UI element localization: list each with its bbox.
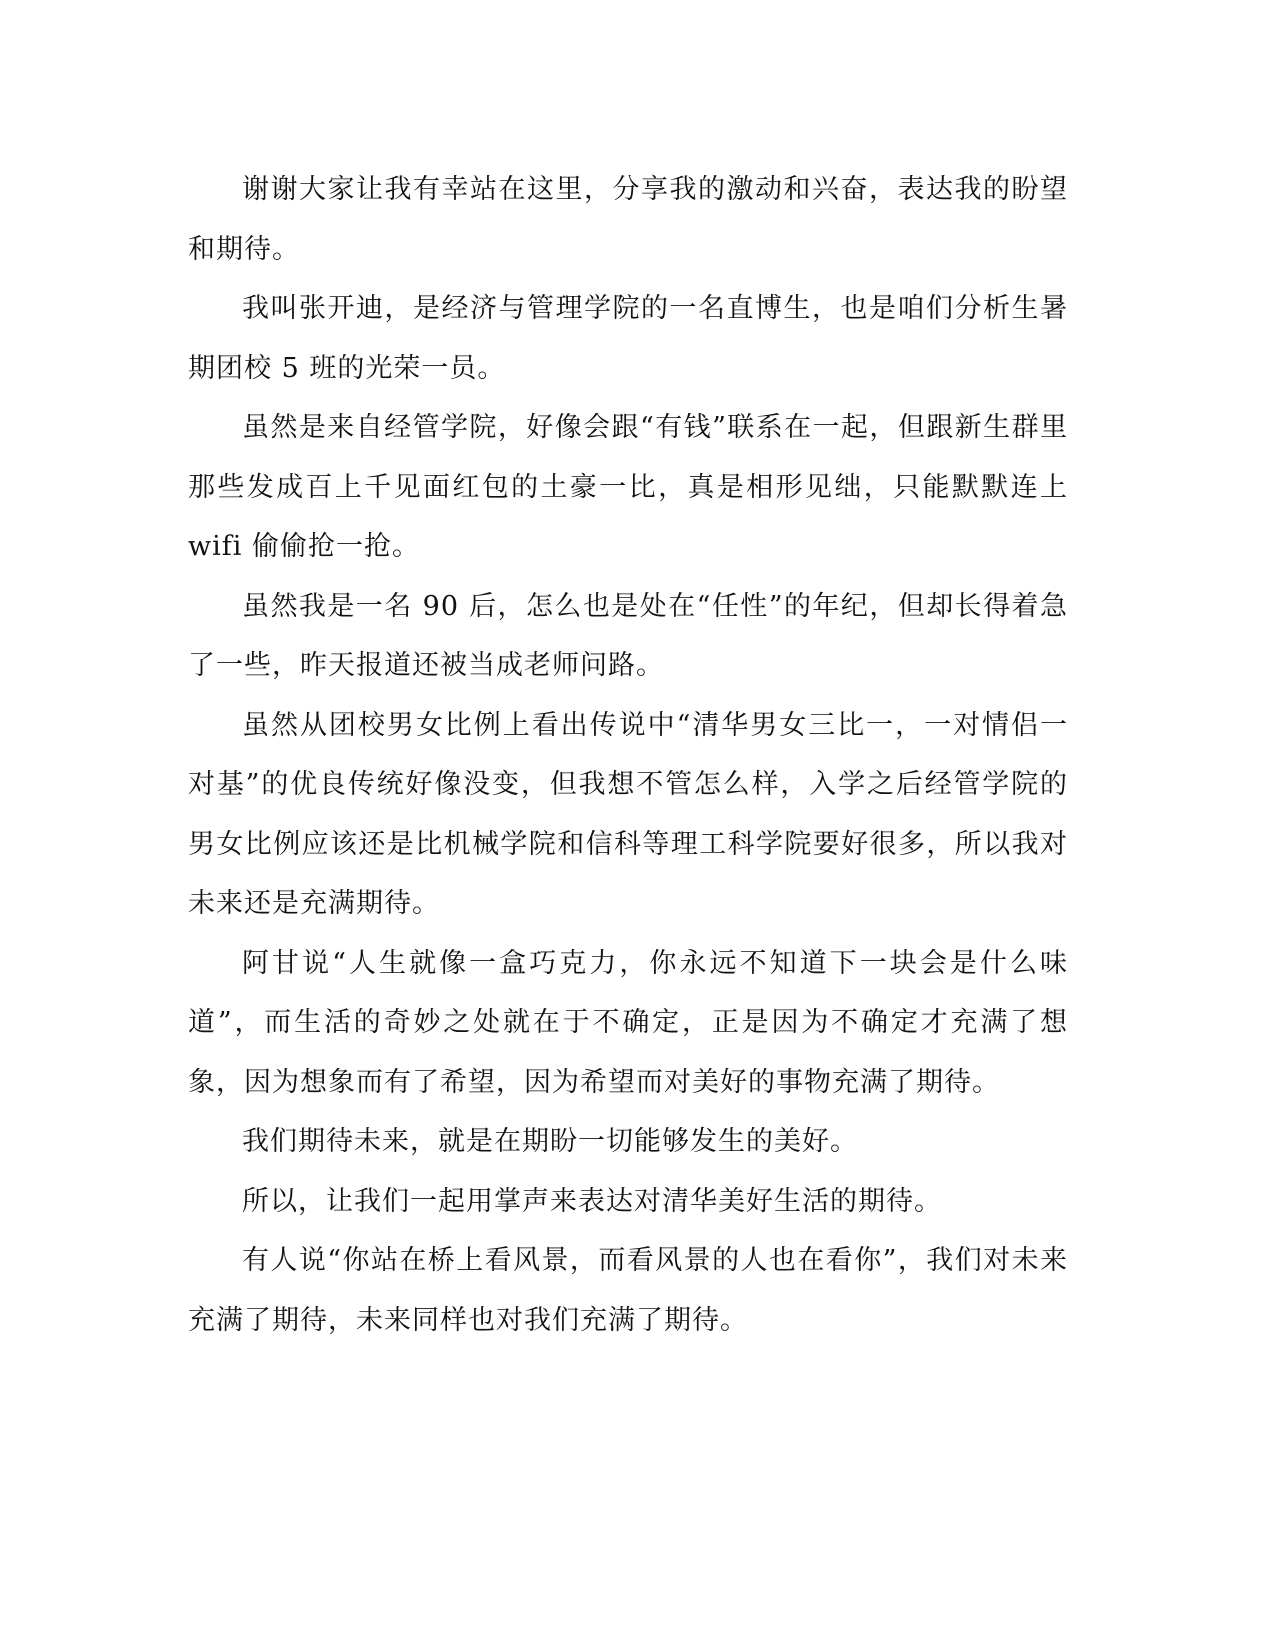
paragraph: 我叫张开迪，是经济与管理学院的一名直博生，也是咱们分析生暑期团校 5 班的光荣一员。 [188, 293, 1068, 384]
paragraph: 我们期待未来，就是在期盼一切能够发生的美好。 [242, 1126, 858, 1157]
paragraph: 所以，让我们一起用掌声来表达对清华美好生活的期待。 [242, 1185, 942, 1217]
paragraph: 有人说“你站在桥上看风景，而看风景的人也在看你”，我们对未来充满了期待，未来同样也对我们充满了期待。 [188, 1245, 1068, 1336]
paragraph: 虽然从团校男女比例上看出传说中“清华男女三比一，一对情侣一对基”的优良传统好像没变，但我想不管怎么样，入学之后经管学院的男女比例应该还是比机械学院和信科等理工科学院要好很多，所以我对未来还是充满期待。 [188, 709, 1068, 919]
paragraph: 谢谢大家让我有幸站在这里，分享我的激动和兴奋，表达我的盼望和期待。 [188, 174, 1068, 265]
paragraph: 虽然我是一名 90 后，怎么也是处在“任性”的年纪，但却长得着急了一些，昨天报道还被当成老师问路。 [188, 590, 1068, 681]
paragraph: 虽然是来自经管学院，好像会跟“有钱”联系在一起，但跟新生群里那些发成百上千见面红包的土豪一比，真是相形见绌，只能默默连上 wifi 偷偷抢一抢。 [188, 412, 1068, 562]
paragraph: 阿甘说“人生就像一盒巧克力，你永远不知道下一块会是什么味道”，而生活的奇妙之处就在于不确定，正是因为不确定才充满了想象，因为想象而有了希望，因为希望而对美好的事物充满了期待。 [188, 947, 1068, 1098]
document-body [188, 160, 1068, 1350]
